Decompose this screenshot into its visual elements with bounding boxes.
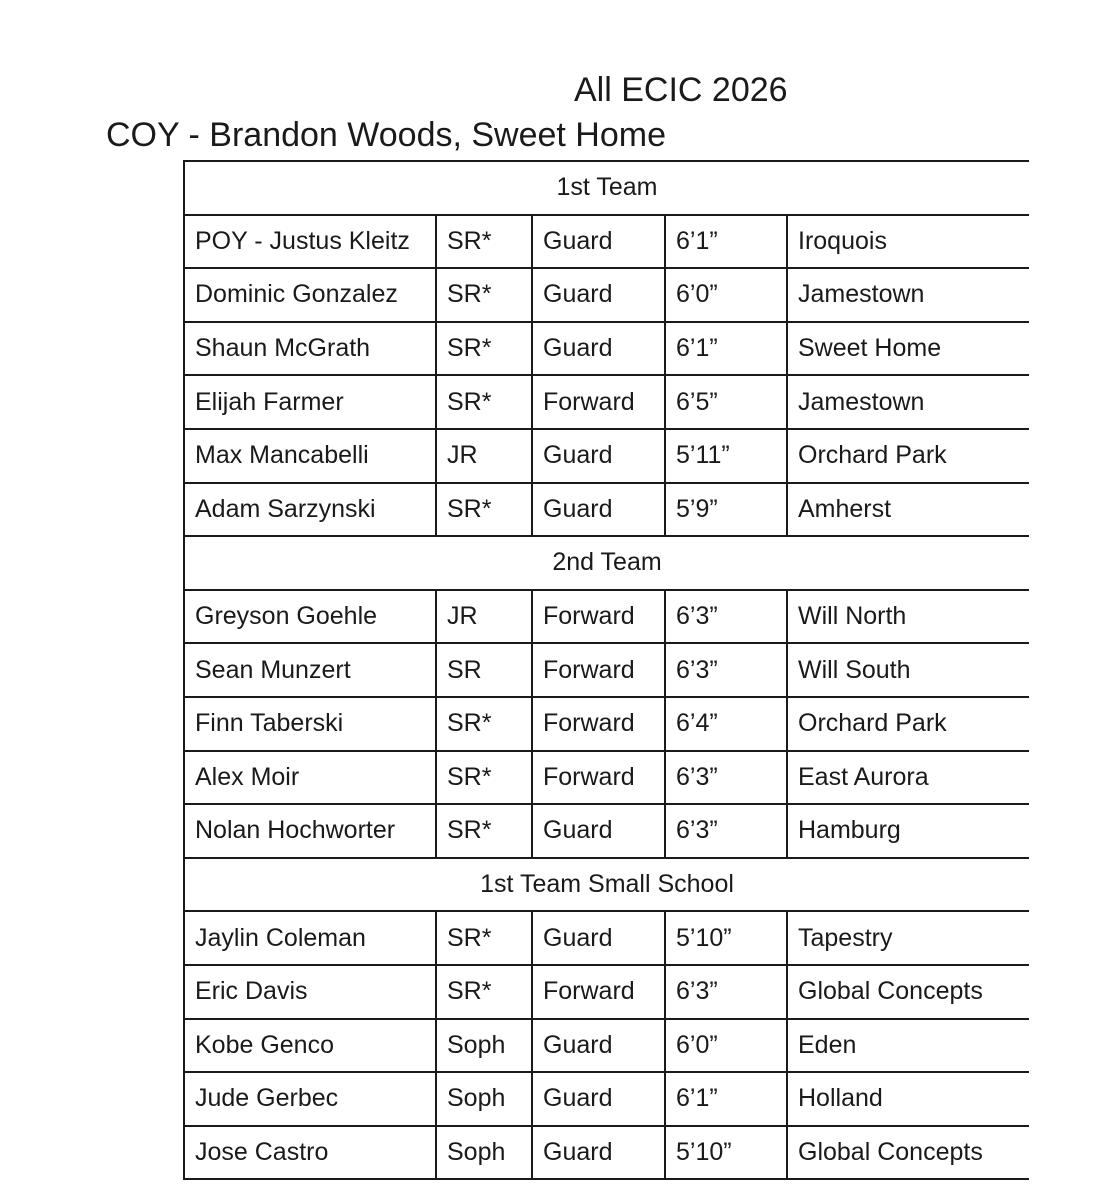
player-row — [184, 697, 1029, 751]
player-year: Soph — [436, 1072, 532, 1126]
player-name: Nolan Hochworter — [184, 804, 436, 858]
player-school: Orchard Park — [787, 429, 1029, 483]
player-position: Guard — [532, 804, 665, 858]
player-row — [184, 1072, 1029, 1126]
player-height: 6’3” — [665, 751, 787, 805]
player-name: Jude Gerbec — [184, 1072, 436, 1126]
player-year: SR* — [436, 268, 532, 322]
player-year: Soph — [436, 1126, 532, 1180]
player-school: Global Concepts — [787, 1126, 1029, 1180]
player-year: SR — [436, 643, 532, 697]
player-height: 5’9” — [665, 483, 787, 537]
player-school: Jamestown — [787, 375, 1029, 429]
roster-table — [183, 160, 1029, 1180]
coach-of-year: COY - Brandon Woods, Sweet Home — [106, 116, 667, 154]
player-height: 6’3” — [665, 643, 787, 697]
player-year: SR* — [436, 697, 532, 751]
player-row — [184, 215, 1029, 269]
section-header-row — [184, 536, 1029, 590]
player-year: SR* — [436, 483, 532, 537]
player-year: SR* — [436, 215, 532, 269]
player-year: SR* — [436, 911, 532, 965]
player-row — [184, 965, 1029, 1019]
player-row — [184, 375, 1029, 429]
player-school: Global Concepts — [787, 965, 1029, 1019]
player-year: Soph — [436, 1019, 532, 1073]
section-heading: 2nd Team — [184, 536, 1029, 590]
player-height: 6’5” — [665, 375, 787, 429]
player-row — [184, 483, 1029, 537]
section-header-row — [184, 858, 1029, 912]
player-row — [184, 751, 1029, 805]
player-position: Forward — [532, 751, 665, 805]
player-position: Guard — [532, 1072, 665, 1126]
player-name: Elijah Farmer — [184, 375, 436, 429]
player-row — [184, 590, 1029, 644]
player-name: Max Mancabelli — [184, 429, 436, 483]
player-height: 5’10” — [665, 1126, 787, 1180]
player-position: Guard — [532, 268, 665, 322]
player-name: Adam Sarzynski — [184, 483, 436, 537]
player-position: Guard — [532, 911, 665, 965]
player-row — [184, 429, 1029, 483]
player-school: Holland — [787, 1072, 1029, 1126]
player-name: Jaylin Coleman — [184, 911, 436, 965]
player-name: Sean Munzert — [184, 643, 436, 697]
player-row — [184, 322, 1029, 376]
player-height: 6’1” — [665, 1072, 787, 1126]
player-school: Orchard Park — [787, 697, 1029, 751]
player-height: 6’1” — [665, 322, 787, 376]
player-year: SR* — [436, 965, 532, 1019]
player-school: Hamburg — [787, 804, 1029, 858]
player-year: SR* — [436, 322, 532, 376]
player-height: 6’1” — [665, 215, 787, 269]
player-name: Alex Moir — [184, 751, 436, 805]
player-position: Guard — [532, 1126, 665, 1180]
player-position: Guard — [532, 215, 665, 269]
player-height: 6’3” — [665, 804, 787, 858]
player-position: Forward — [532, 375, 665, 429]
player-height: 6’0” — [665, 1019, 787, 1073]
player-school: Will North — [787, 590, 1029, 644]
player-school: Amherst — [787, 483, 1029, 537]
player-height: 5’10” — [665, 911, 787, 965]
player-position: Forward — [532, 643, 665, 697]
player-year: SR* — [436, 375, 532, 429]
player-position: Forward — [532, 965, 665, 1019]
player-year: JR — [436, 429, 532, 483]
player-row — [184, 804, 1029, 858]
player-row — [184, 1126, 1029, 1180]
player-name: Greyson Goehle — [184, 590, 436, 644]
player-name: Kobe Genco — [184, 1019, 436, 1073]
player-position: Guard — [532, 322, 665, 376]
player-row — [184, 643, 1029, 697]
player-school: Will South — [787, 643, 1029, 697]
player-height: 6’3” — [665, 965, 787, 1019]
player-name: POY - Justus Kleitz — [184, 215, 436, 269]
player-height: 5’11” — [665, 429, 787, 483]
player-name: Shaun McGrath — [184, 322, 436, 376]
player-row — [184, 1019, 1029, 1073]
player-school: East Aurora — [787, 751, 1029, 805]
player-position: Forward — [532, 697, 665, 751]
section-header-row — [184, 161, 1029, 215]
player-school: Jamestown — [787, 268, 1029, 322]
player-position: Guard — [532, 1019, 665, 1073]
player-height: 6’0” — [665, 268, 787, 322]
player-school: Iroquois — [787, 215, 1029, 269]
section-heading: 1st Team — [184, 161, 1029, 215]
player-name: Eric Davis — [184, 965, 436, 1019]
player-row — [184, 268, 1029, 322]
player-school: Sweet Home — [787, 322, 1029, 376]
player-school: Tapestry — [787, 911, 1029, 965]
player-year: JR — [436, 590, 532, 644]
page-title: All ECIC 2026 — [574, 71, 788, 109]
player-height: 6’4” — [665, 697, 787, 751]
player-year: SR* — [436, 751, 532, 805]
player-position: Guard — [532, 429, 665, 483]
player-school: Eden — [787, 1019, 1029, 1073]
player-year: SR* — [436, 804, 532, 858]
player-name: Jose Castro — [184, 1126, 436, 1180]
player-position: Guard — [532, 483, 665, 537]
player-height: 6’3” — [665, 590, 787, 644]
player-position: Forward — [532, 590, 665, 644]
player-name: Finn Taberski — [184, 697, 436, 751]
player-name: Dominic Gonzalez — [184, 268, 436, 322]
player-row — [184, 911, 1029, 965]
section-heading: 1st Team Small School — [184, 858, 1029, 912]
